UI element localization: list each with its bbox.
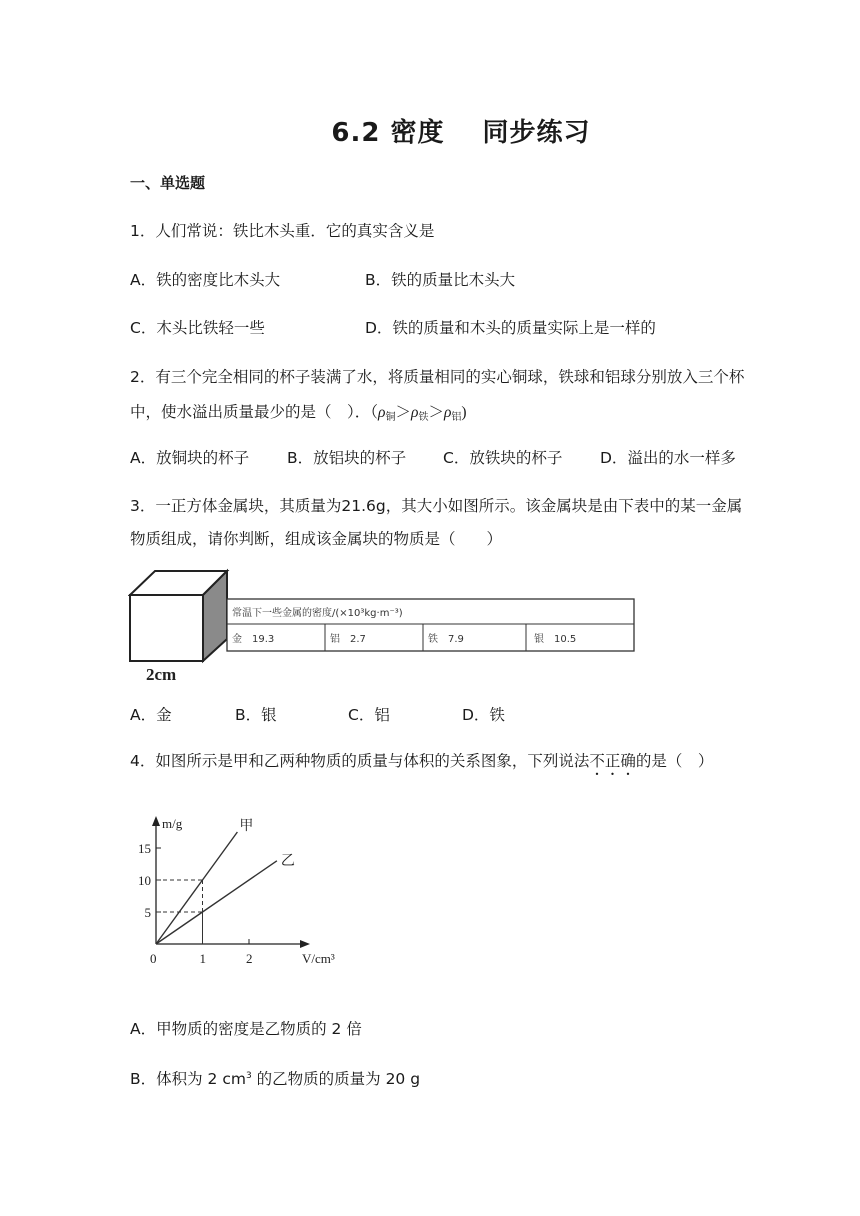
q4-stem-after: 的是（ ）	[635, 752, 714, 770]
q1-option-d: D．铁的质量和木头的质量实际上是一样的	[365, 319, 656, 337]
title-main: 6.2 密度	[331, 118, 445, 148]
q1-option-a: A．铁的密度比木头大	[130, 271, 281, 289]
q2-stem-text: 中，使水溢出质量最少的是（ ）．（	[130, 403, 379, 421]
q4-option-a: A．甲物质的密度是乙物质的 2 倍	[130, 1020, 362, 1038]
y-tick-label: 15	[138, 841, 151, 856]
table-cell-silver: 银 10.5	[534, 634, 577, 645]
q3-option-d: D．铁	[462, 706, 505, 724]
series-line-1	[156, 832, 237, 944]
x-tick-label: 2	[246, 951, 253, 966]
q1-option-c: C．木头比铁轻一些	[130, 319, 265, 337]
x-axis-arrow	[300, 940, 310, 948]
rho-symbol: ρ	[443, 404, 452, 421]
q4-option-b-before: B．体积为 2 cm	[130, 1070, 246, 1088]
q4-option-b	[130, 1067, 420, 1089]
q2-stem-line2	[130, 400, 467, 423]
q3-stem-line2: 物质组成，请你判断，组成该金属块的物质是（ ）	[130, 530, 503, 548]
title-sub: 同步练习	[482, 118, 591, 148]
cube-label: 2cm	[146, 665, 177, 684]
close-paren: )	[461, 404, 467, 421]
q3-option-a: A．金	[130, 706, 172, 724]
mass-volume-chart	[128, 808, 358, 973]
q2-formula	[378, 404, 467, 421]
q4-option-b-after: 的乙物质的质量为 20 g	[251, 1070, 421, 1088]
section-heading: 一、单选题	[130, 174, 206, 192]
q4-stem-emphasis: 不正确	[589, 752, 636, 770]
y-axis-arrow	[152, 816, 160, 826]
sub-al: 铝	[451, 412, 462, 423]
page-title	[0, 112, 860, 149]
gt-sign: ＞	[428, 404, 444, 421]
rho-symbol: ρ	[378, 404, 386, 421]
q2-option-d: D．溢出的水一样多	[600, 449, 736, 467]
cube-drawing	[130, 571, 227, 661]
x-axis-label: V/cm³	[302, 951, 335, 966]
density-table	[227, 599, 634, 651]
table-cell-iron: 铁 7.9	[428, 634, 464, 645]
q1-option-b: B．铁的质量比木头大	[365, 271, 516, 289]
q3-figure	[128, 566, 638, 688]
q4-stem	[130, 749, 713, 779]
q4-option-b-sup: 3	[245, 1071, 252, 1081]
series-label-2: 乙	[280, 852, 295, 869]
sub-fe: 铁	[418, 412, 429, 423]
q2-stem-line1: 2．有三个完全相同的杯子装满了水，将质量相同的实心铜球，铁球和铝球分别放入三个杯	[130, 368, 745, 386]
table-cell-gold: 金 19.3	[232, 634, 275, 645]
rho-symbol: ρ	[410, 404, 419, 421]
y-tick-label: 10	[138, 873, 151, 888]
table-cell-aluminum: 铝 2.7	[330, 634, 366, 645]
q3-option-c: C．铝	[348, 706, 390, 724]
q4-stem-before: 4．如图所示是甲和乙两种物质的质量与体积的关系图象，下列说法	[130, 752, 590, 770]
x-tick-label: 1	[199, 951, 206, 966]
q2-option-a: A．放铜块的杯子	[130, 449, 250, 467]
table-header: 常温下一些金属的密度/(×10³kg·m⁻³)	[232, 608, 403, 619]
series-line-2	[156, 861, 277, 944]
y-tick-label: 5	[144, 905, 151, 920]
y-axis-label: m/g	[162, 816, 183, 831]
q2-option-c: C．放铁块的杯子	[443, 449, 563, 467]
sub-cu: 铜	[385, 412, 396, 423]
gt-sign: ＞	[395, 404, 411, 421]
x-tick-label: 0	[150, 951, 157, 966]
q1-stem: 1．人们常说：铁比木头重．它的真实含义是	[130, 222, 435, 240]
q2-option-b: B．放铝块的杯子	[287, 449, 407, 467]
q3-option-b: B．银	[235, 706, 277, 724]
series-label-1: 甲	[239, 818, 254, 834]
q3-stem-line1: 3．一正方体金属块，其质量为21.6g，其大小如图所示。该金属块是由下表中的某一金属	[130, 497, 743, 515]
